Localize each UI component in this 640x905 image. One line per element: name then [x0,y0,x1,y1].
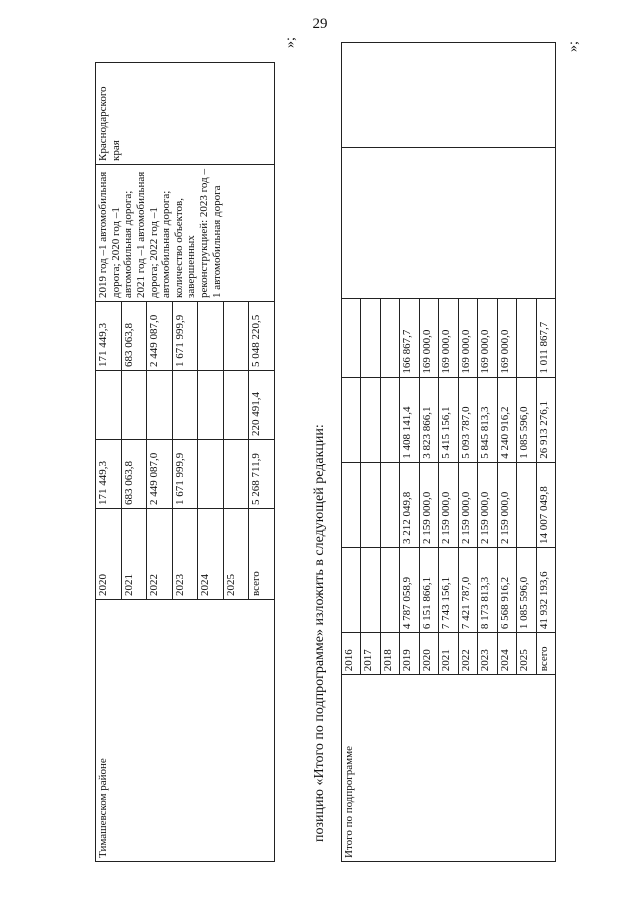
table2-year-cell: 2018 [380,633,399,675]
table1-year-cell: 2024 [198,509,224,600]
table1-c-cell: 683 063,8 [121,302,147,371]
table1-c-cell [198,302,224,371]
table2-d-cell: 169 000,0 [458,298,477,377]
table2-year-cell: 2016 [342,633,361,675]
table2-d-cell: 169 000,0 [497,298,516,377]
table1-block [95,62,275,862]
table2-b-cell: 3 212 049,8 [400,462,419,547]
table2-d-cell [342,298,361,377]
table1-a-cell: 171 449,3 [96,440,122,509]
table1-year-cell: всего [249,509,275,600]
table2-c-cell: 5 845 813,3 [478,377,497,462]
table1-a-cell: 683 063,8 [121,440,147,509]
table2-b-cell: 2 159 000,0 [497,462,516,547]
table1-a-cell: 1 671 999,9 [172,440,198,509]
table2-a-cell: 7 421 787,0 [458,547,477,632]
table2-block [341,42,556,862]
table2-b-cell [517,462,536,547]
table2-a-cell [380,547,399,632]
table2-a-cell [342,547,361,632]
table2-a-cell: 1 085 596,0 [517,547,536,632]
table1-year-cell: 2021 [121,509,147,600]
table1-c-cell [223,302,249,371]
table2-d-cell: 169 000,0 [419,298,438,377]
table1-c-cell: 5 048 220,5 [249,302,275,371]
table1-b-cell [147,371,173,440]
table1-a-cell: 5 268 711,9 [249,440,275,509]
table2-title: Итого по подпрограмме [342,675,556,862]
table1-year-cell: 2022 [147,509,173,600]
table2-d-cell: 169 000,0 [439,298,458,377]
table2-b-cell: 2 159 000,0 [439,462,458,547]
table2-c-cell: 26 913 276,1 [536,377,555,462]
table2-a-cell: 8 173 813,3 [478,547,497,632]
table2-b-cell: 14 007 049,8 [536,462,555,547]
table2-d-cell [361,298,380,377]
table2 [341,42,556,862]
table2-c-cell: 5 415 156,1 [439,377,458,462]
table1-b-cell: 220 491,4 [249,371,275,440]
table2-b-cell: 2 159 000,0 [458,462,477,547]
table2-empty-col [342,147,556,298]
intro-paragraph: позицию «Итого по подпрограмме» изложить в следующей редакции: [312,424,327,842]
table2-d-cell [517,298,536,377]
table2-a-cell [361,547,380,632]
table1-b-cell [96,371,122,440]
table2-b-cell: 2 159 000,0 [478,462,497,547]
table2-closing-quote: »; [566,41,581,52]
table1-year-cell: 2023 [172,509,198,600]
table2-a-cell: 6 568 916,2 [497,547,516,632]
table2-a-cell: 6 151 866,1 [419,547,438,632]
table2-c-cell [342,377,361,462]
table2-year-cell: 2017 [361,633,380,675]
table1-c-cell: 171 449,3 [96,302,122,371]
table1-b-cell [121,371,147,440]
table2-d-cell: 169 000,0 [478,298,497,377]
table1-b-cell [223,371,249,440]
table2-c-cell: 5 093 787,0 [458,377,477,462]
table2-b-cell [342,462,361,547]
table2-c-cell: 1 085 596,0 [517,377,536,462]
table2-year-cell: 2025 [517,633,536,675]
table2-b-cell [380,462,399,547]
table2-a-cell: 4 787 058,9 [400,547,419,632]
table2-d-cell: 1 011 867,7 [536,298,555,377]
table2-c-cell: 3 823 866,1 [419,377,438,462]
page-number: 29 [312,16,328,32]
table2-b-cell: 2 159 000,0 [419,462,438,547]
table1-indicator: 2019 год –1 автомобильная дорога; 2020 год –1 автомобильная дорога; 2021 год –1 автомобильная дорога; 2022 год –1 автомобильная дорога; количество объектов, завершенных реконструкцией: 2023 год – 1 автомобильная дорога [96,165,275,302]
table1-a-cell: 2 449 087,0 [147,440,173,509]
table2-c-cell: 4 240 916,2 [497,377,516,462]
table1-a-cell [223,440,249,509]
table2-year-cell: 2022 [458,633,477,675]
table2-year-cell: 2019 [400,633,419,675]
table2-year-cell: 2020 [419,633,438,675]
table2-empty-col [342,43,556,148]
table2-year-cell: 2024 [497,633,516,675]
table2-year-cell: 2023 [478,633,497,675]
table1-year-cell: 2025 [223,509,249,600]
table1-b-cell [172,371,198,440]
table1-year-cell: 2020 [96,509,122,600]
table2-b-cell [361,462,380,547]
table1-c-cell: 1 671 999,9 [172,302,198,371]
table2-year-cell: всего [536,633,555,675]
table2-a-cell: 7 743 156,1 [439,547,458,632]
table1-b-cell [198,371,224,440]
table2-d-cell [380,298,399,377]
table1-district: Тимашевском районе [96,600,275,862]
table2-a-cell: 41 932 193,6 [536,547,555,632]
table2-c-cell [361,377,380,462]
table2-year-cell: 2021 [439,633,458,675]
table2-c-cell: 1 408 141,4 [400,377,419,462]
table1 [95,62,275,862]
table-row [96,63,122,862]
table1-region: Краснодарского края [96,63,275,165]
table-row [342,43,361,862]
table1-a-cell [198,440,224,509]
table2-d-cell: 166 867,7 [400,298,419,377]
table1-closing-quote: »; [283,37,298,48]
table2-c-cell [380,377,399,462]
table1-c-cell: 2 449 087,0 [147,302,173,371]
